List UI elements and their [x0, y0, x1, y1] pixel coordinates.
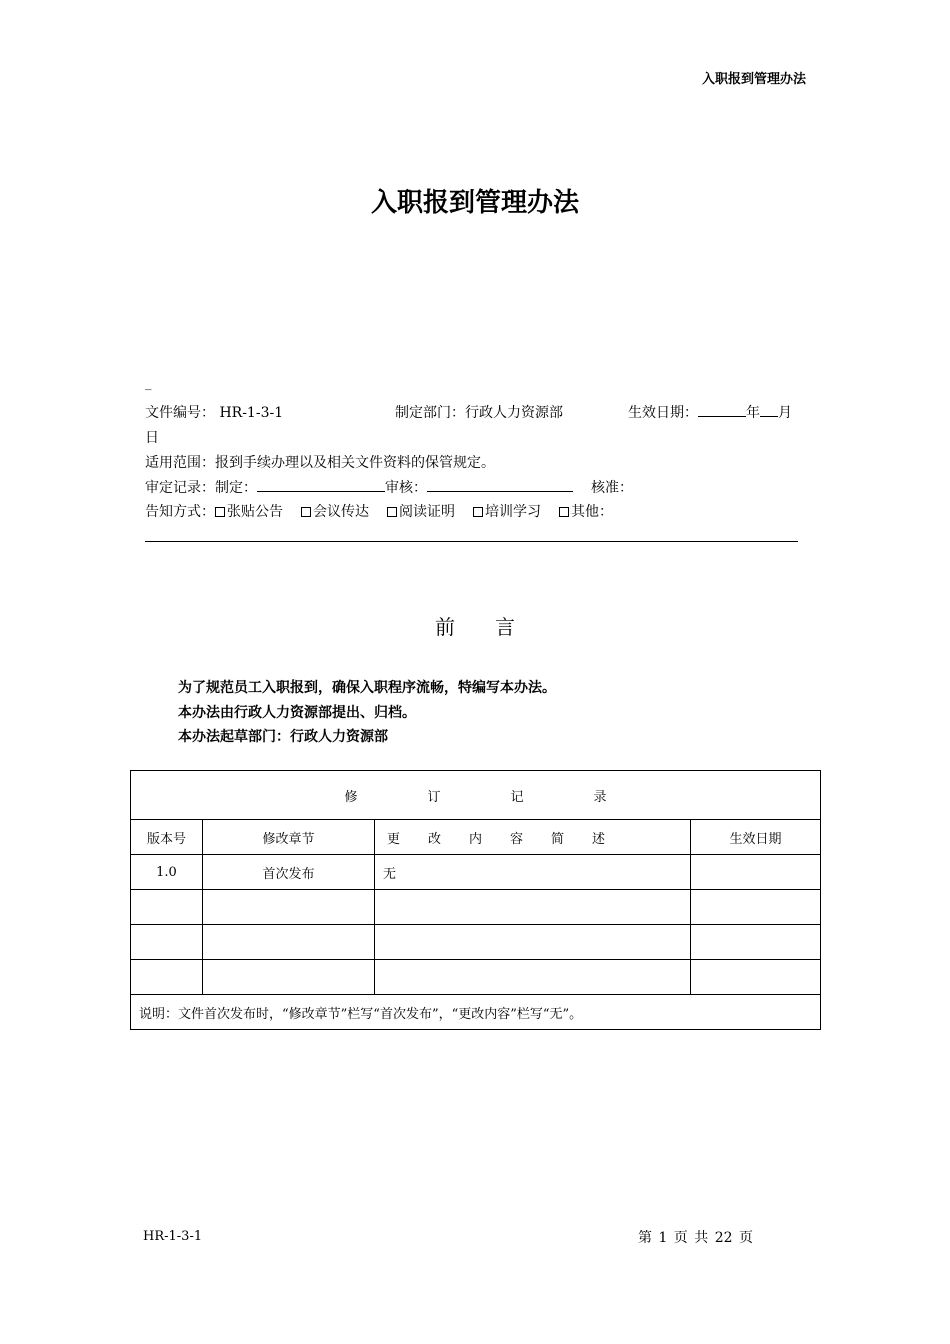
cell-date [691, 890, 821, 925]
effective-label: 生效日期： [628, 405, 698, 421]
cell-summary: 无 [375, 855, 691, 890]
cell-summary [375, 925, 691, 960]
cell-version [131, 890, 203, 925]
department: 制定部门：行政人力资源部 [395, 405, 563, 421]
cell-version [131, 925, 203, 960]
review-record [145, 477, 633, 497]
drafter-blank[interactable] [257, 477, 385, 492]
cell-date [691, 960, 821, 995]
table-row [131, 890, 821, 925]
cell-date [691, 925, 821, 960]
header-version: 版本号 [131, 820, 203, 855]
notify-label: 告知方式： [145, 504, 215, 520]
year-label: 年 [746, 405, 760, 421]
dash-mark: _ [145, 376, 152, 391]
cell-section: 首次发布 [203, 855, 375, 890]
preface-title: 前言 [435, 615, 555, 639]
notify-methods [145, 501, 613, 521]
revision-note: 说明：文件首次发布时，“修改章节”栏写“首次发布”，“更改内容”栏写“无”。 [131, 995, 821, 1030]
year-blank[interactable] [698, 402, 746, 417]
revision-table-title: 修订记录 [131, 771, 821, 820]
checkbox-icon[interactable] [559, 507, 569, 517]
table-row [131, 960, 821, 995]
cell-section [203, 925, 375, 960]
cell-version: 1.0 [131, 855, 203, 890]
effective-date [628, 402, 792, 422]
checkbox-icon[interactable] [387, 507, 397, 517]
preface-line: 为了规范员工入职报到，确保入职程序流畅，特编写本办法。 [178, 680, 556, 696]
divider [145, 541, 798, 542]
notify-option: 阅读证明 [399, 504, 455, 520]
cell-section [203, 890, 375, 925]
review-check-label: 审核： [385, 480, 427, 496]
header-effective-date: 生效日期 [691, 820, 821, 855]
checkbox-icon[interactable] [301, 507, 311, 517]
footer-page-number: 第 1 页 共 22 页 [638, 1230, 753, 1246]
review-label: 审定记录：制定： [145, 480, 257, 496]
cell-section [203, 960, 375, 995]
preface-line: 本办法由行政人力资源部提出、归档。 [178, 705, 416, 721]
table-row [131, 925, 821, 960]
footer-code: HR-1-3-1 [143, 1229, 203, 1244]
document-title: 入职报到管理办法 [370, 188, 579, 218]
running-header: 入职报到管理办法 [701, 72, 806, 87]
table-row [131, 855, 821, 890]
cell-version [131, 960, 203, 995]
cell-summary [375, 890, 691, 925]
cell-summary [375, 960, 691, 995]
preface-line: 本办法起草部门：行政人力资源部 [178, 729, 388, 745]
revision-table [130, 770, 821, 1030]
notify-option: 培训学习 [485, 504, 541, 520]
day-label: 日 [145, 430, 159, 446]
scope: 适用范围：报到手续办理以及相关文件资料的保管规定。 [145, 455, 495, 471]
review-approve-label: 核准： [591, 480, 633, 496]
checker-blank[interactable] [427, 477, 573, 492]
notify-option: 张贴公告 [227, 504, 283, 520]
month-blank[interactable] [760, 402, 778, 417]
header-summary: 更改内容简述 [375, 820, 691, 855]
checkbox-icon[interactable] [473, 507, 483, 517]
cell-date [691, 855, 821, 890]
notify-option: 其他： [571, 504, 613, 520]
header-section: 修改章节 [203, 820, 375, 855]
notify-option: 会议传达 [313, 504, 369, 520]
file-number: 文件编号： HR-1-3-1 [145, 405, 284, 421]
checkbox-icon[interactable] [215, 507, 225, 517]
month-label: 月 [778, 405, 792, 421]
